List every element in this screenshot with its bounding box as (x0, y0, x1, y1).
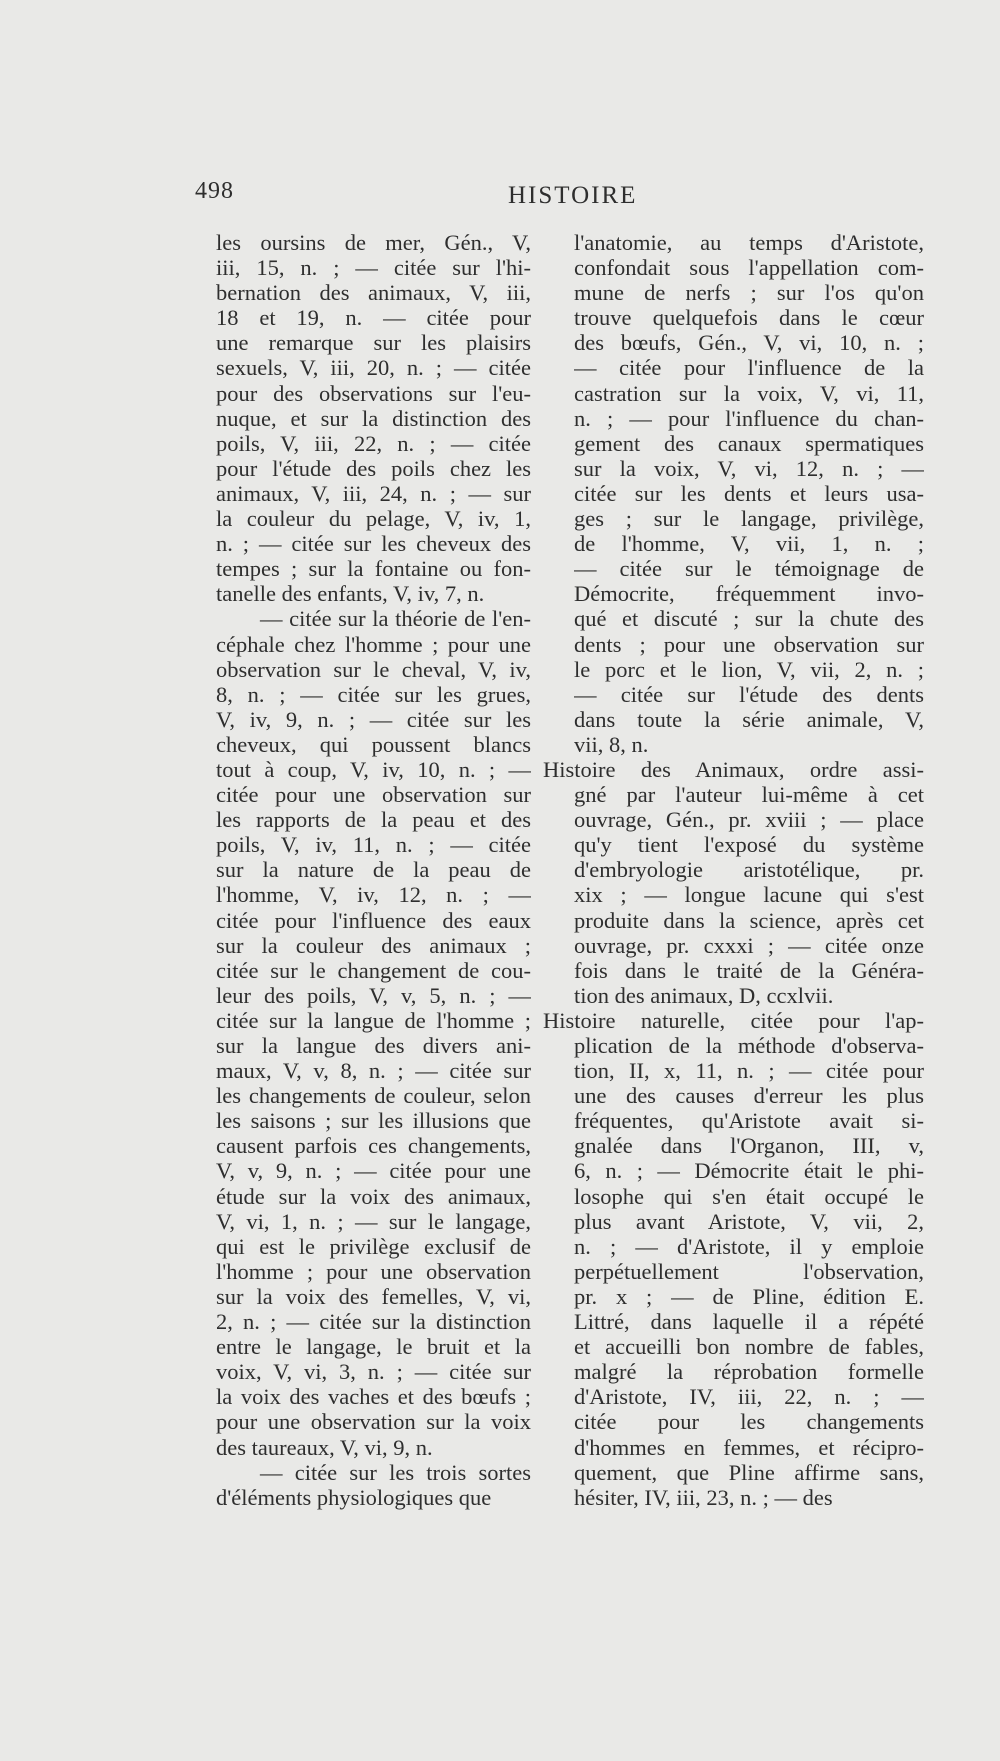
text-line: bernation des animaux, V, iii, (216, 280, 531, 306)
text-line: citée sur la langue de l'homme ; (216, 1007, 531, 1033)
text-line: d'éléments physiologiques que (216, 1484, 492, 1510)
text-line: tempes ; sur la fontaine ou fon- (216, 556, 531, 582)
text-line: — citée sur la théorie de l'en- (260, 606, 531, 632)
text-line: sexuels, V, iii, 20, n. ; — citée (216, 355, 531, 381)
text-line: Démocrite, fréquemment invo- (574, 581, 924, 607)
text-line: Histoire naturelle, citée pour l'ap- (543, 1007, 924, 1033)
text-line: sur la nature de la peau de (216, 857, 531, 883)
text-line: tion, II, x, 11, n. ; — citée pour (574, 1058, 924, 1084)
text-line: les oursins de mer, Gén., V, (216, 230, 531, 255)
text-line: céphale chez l'homme ; pour une (216, 631, 531, 657)
text-line: sur la couleur des animaux ; (216, 932, 531, 958)
text-line: causent parfois ces changements, (216, 1133, 531, 1159)
text-line: l'homme ; pour une observation (216, 1258, 531, 1284)
text-line: qué et discuté ; sur la chute des (574, 606, 924, 632)
text-line: d'embryologie aristotélique, pr. (574, 857, 924, 883)
text-line: d'hommes en femmes, et récipro- (574, 1434, 924, 1460)
text-line: poils, V, iii, 22, n. ; — citée (216, 430, 531, 456)
text-line: plication de la méthode d'observa- (574, 1033, 924, 1058)
text-line: la couleur du pelage, V, iv, 1, (216, 506, 531, 532)
text-line: trouve quelquefois dans le cœur (574, 305, 924, 331)
text-line: des bœufs, Gén., V, vi, 10, n. ; (574, 330, 924, 356)
text-line: citée pour les changements (574, 1409, 924, 1435)
left-column (216, 230, 531, 1510)
right-column (543, 230, 924, 1510)
text-line: sur la langue des divers ani- (216, 1033, 531, 1058)
text-line: citée sur le changement de cou- (216, 957, 531, 983)
text-line: les saisons ; sur les illusions que (216, 1108, 531, 1134)
text-line: observation sur le cheval, V, iv, (216, 656, 531, 682)
text-line: pour l'étude des poils chez les (216, 455, 531, 481)
text-line: qui est le privilège exclusif de (216, 1233, 531, 1259)
text-line: — citée sur le témoignage de (574, 556, 924, 582)
text-line: Littré, dans laquelle il a répété (574, 1309, 924, 1335)
text-line: tout à coup, V, iv, 10, n. ; — (216, 756, 531, 782)
text-line: losophe qui s'en était occupé le (574, 1183, 924, 1209)
text-line: V, vi, 1, n. ; — sur le langage, (216, 1208, 531, 1234)
text-line: citée sur les dents et leurs usa- (574, 480, 924, 506)
text-line: étude sur la voix des animaux, (216, 1183, 531, 1209)
text-line: la voix des vaches et des bœufs ; (216, 1384, 531, 1410)
text-line: mune de nerfs ; sur l'os qu'on (574, 280, 924, 306)
text-line: sur la voix des femelles, V, vi, (216, 1283, 531, 1309)
text-line: perpétuellement l'observation, (574, 1258, 924, 1284)
text-line: sur la voix, V, vi, 12, n. ; — (574, 455, 924, 481)
text-line: — citée sur l'étude des dents (574, 681, 924, 707)
text-line: V, v, 9, n. ; — citée pour une (216, 1158, 531, 1184)
text-line: Histoire des Animaux, ordre assi- (543, 756, 924, 782)
text-line: de l'homme, V, vii, 1, n. ; (574, 531, 924, 557)
text-line: malgré la réprobation formelle (574, 1359, 924, 1385)
text-line: fréquentes, qu'Aristote avait si- (574, 1108, 924, 1134)
text-line: 8, n. ; — citée sur les grues, (216, 681, 531, 707)
text-line: poils, V, iv, 11, n. ; — citée (216, 832, 531, 858)
text-line: entre le langage, le bruit et la (216, 1334, 531, 1360)
text-line: fois dans le traité de la Généra- (574, 957, 924, 983)
text-line: pour des observations sur l'eu- (216, 380, 531, 406)
text-line: une remarque sur les plaisirs (216, 330, 531, 356)
text-line: n. ; — citée sur les cheveux des (216, 531, 531, 557)
text-line: voix, V, vi, 3, n. ; — citée sur (216, 1359, 531, 1385)
text-line: tanelle des enfants, V, iv, 7, n. (216, 581, 485, 607)
text-line: maux, V, v, 8, n. ; — citée sur (216, 1058, 531, 1084)
text-line: — citée sur les trois sortes (260, 1459, 531, 1485)
text-line: plus avant Aristote, V, vii, 2, (574, 1208, 924, 1234)
text-line: 2, n. ; — citée sur la distinction (216, 1309, 531, 1335)
text-line: gné par l'auteur lui-même à cet (574, 782, 924, 808)
text-line: 6, n. ; — Démocrite était le phi- (574, 1158, 924, 1184)
text-line: hésiter, IV, iii, 23, n. ; — des (574, 1484, 833, 1510)
text-line: n. ; — pour l'influence du chan- (574, 405, 924, 431)
text-line: dents ; pour une observation sur (574, 631, 924, 657)
text-line: citée pour l'influence des eaux (216, 907, 531, 933)
text-line: castration sur la voix, V, vi, 11, (574, 380, 924, 406)
text-line: produite dans la science, après cet (574, 907, 924, 933)
text-line: et accueilli bon nombre de fables, (574, 1334, 924, 1360)
text-line: confondait sous l'appellation com- (574, 255, 924, 281)
running-head: HISTOIRE (508, 182, 638, 209)
text-line: d'Aristote, IV, iii, 22, n. ; — (574, 1384, 924, 1410)
text-line: pr. x ; — de Pline, édition E. (574, 1283, 924, 1309)
text-line: xix ; — longue lacune qui s'est (574, 882, 924, 908)
text-line: des taureaux, V, vi, 9, n. (216, 1434, 433, 1460)
text-line: citée pour une observation sur (216, 782, 531, 808)
text-line: ouvrage, pr. cxxxi ; — citée onze (574, 932, 924, 958)
text-line: nuque, et sur la distinction des (216, 405, 531, 431)
text-line: vii, 8, n. (574, 731, 649, 757)
text-line: 18 et 19, n. — citée pour (216, 305, 531, 331)
text-line: dans toute la série animale, V, (574, 706, 924, 732)
text-line: V, iv, 9, n. ; — citée sur les (216, 706, 531, 732)
text-line: iii, 15, n. ; — citée sur l'hi- (216, 255, 531, 281)
text-line: une des causes d'erreur les plus (574, 1083, 924, 1109)
text-line: ouvrage, Gén., pr. xviii ; — place (574, 807, 924, 833)
text-line: gnalée dans l'Organon, III, v, (574, 1133, 924, 1159)
text-line: qu'y tient l'exposé du système (574, 832, 924, 858)
text-line: les rapports de la peau et des (216, 807, 531, 833)
text-line: n. ; — d'Aristote, il y emploie (574, 1233, 924, 1259)
text-line: l'homme, V, iv, 12, n. ; — (216, 882, 531, 908)
text-line: — citée pour l'influence de la (574, 355, 924, 381)
text-line: cheveux, qui poussent blancs (216, 731, 531, 757)
text-line: tion des animaux, D, ccxlvii. (574, 982, 834, 1008)
text-line: leur des poils, V, v, 5, n. ; — (216, 982, 531, 1008)
text-line: quement, que Pline affirme sans, (574, 1459, 924, 1485)
text-line: gement des canaux spermatiques (574, 430, 924, 456)
text-line: les changements de couleur, selon (216, 1083, 531, 1109)
text-line: l'anatomie, au temps d'Aristote, (574, 230, 924, 255)
text-line: le porc et le lion, V, vii, 2, n. ; (574, 656, 924, 682)
text-line: pour une observation sur la voix (216, 1409, 531, 1435)
page-number: 498 (195, 178, 234, 204)
text-line: ges ; sur le langage, privilège, (574, 506, 924, 532)
text-line: animaux, V, iii, 24, n. ; — sur (216, 480, 531, 506)
